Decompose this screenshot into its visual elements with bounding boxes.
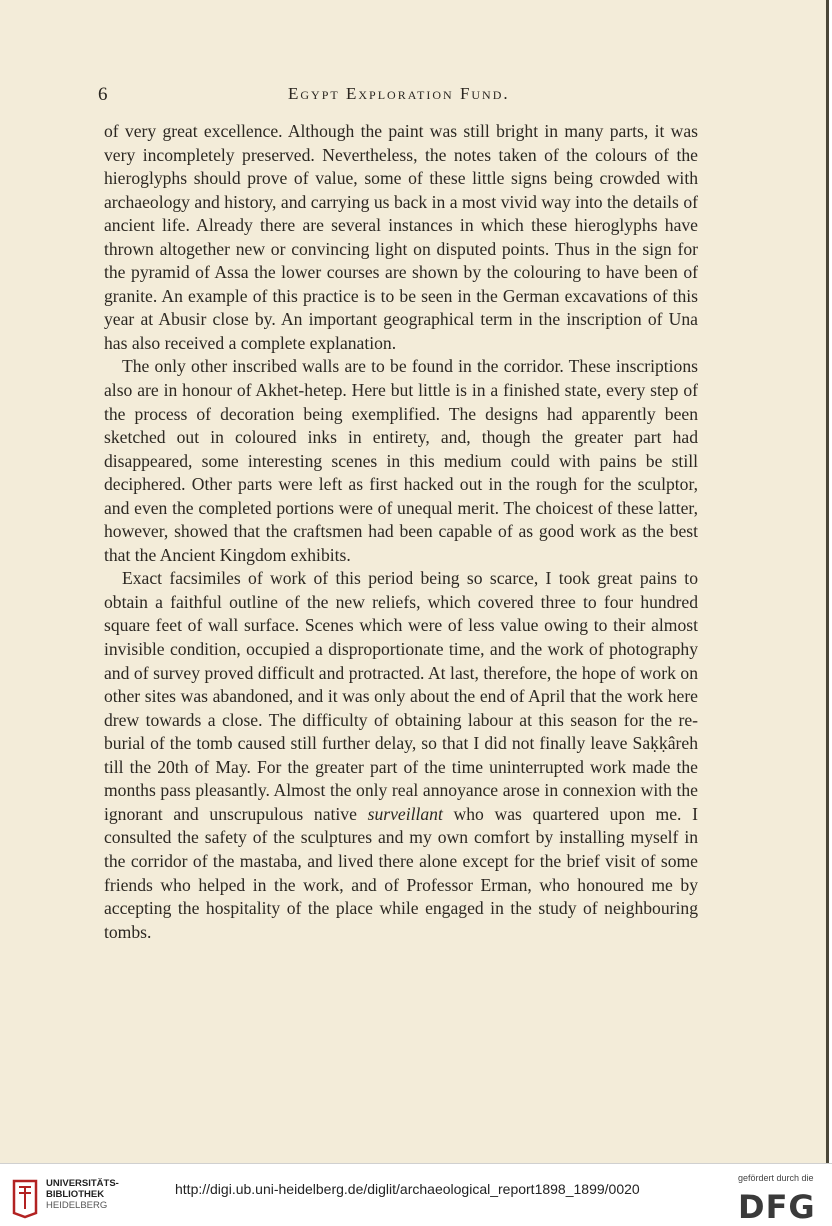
paragraph-2: The only other inscribed walls are to be found in the corridor. These inscriptions also are in honour of Akhet-hetep. Here but little is in a finished state, every step of the process of decoration being exemplified. The designs had apparently been sketched out in coloured inks in entirety, and, though the greater part had disappeared, some interesting scenes in this medium could with pains be still deciphered. Other parts were left as first hacked out in the rough for the sculptor, and even the completed portions were of unequal merit. The choicest of these latter, however, showed that the craftsmen had been capable of as good work as the best that the Ancient Kingdom exhibits. (104, 356, 698, 565)
page-number: 6 (98, 84, 108, 105)
dfg-logo-icon[interactable]: DFG (738, 1188, 816, 1226)
paragraph-3-end: who was quartered upon me. I consulted the safety of the sculptures and my own comfort by installing myself in the corridor of the mastaba, and lived there alone except for the brief visit of some friends who helped in the work, and of Professor Erman, who honoured me by accepting the hospitality of the place while engaged in the study of neighbouring tombs. (104, 803, 698, 942)
page-header (98, 84, 698, 110)
page-edge (826, 0, 829, 1163)
funded-by-label: gefördert durch die (738, 1173, 814, 1183)
paragraph-3-start: Exact facsimiles of work of this period being so scarce, I took great pains to obtain a faithful outline of the new reliefs, which covered three to four hundred square feet of wall surface. Scenes which were of less value owing to their almost invisible condition, occupied a disproportionate time, and the work of photography and of survey proved difficult and protracted. At last, therefore, the hope of work on other sites was abandoned, and it was only about the end of April that the work here drew towards a close. The difficulty of obtaining labour at this season for the re-burial of the tomb caused still further delay, so that I did not finally leave Saḳḳâreh till the 20th of May. For the greater part of the time uninterrupted work made the months pass pleasantly. Almost the only real annoyance arose in connexion with the ignorant and unscrupulous native (104, 568, 698, 824)
viewer-footer (0, 1163, 832, 1226)
permalink-url[interactable]: http://digi.ub.uni-heidelberg.de/diglit/archaeological_report1898_1899/0020 (175, 1181, 640, 1197)
university-name: UNIVERSITÄTS- BIBLIOTHEK HEIDELBERG (46, 1178, 119, 1211)
body-text (104, 120, 698, 944)
paragraph-3 (104, 567, 698, 944)
running-title: Egypt Exploration Fund. (288, 84, 510, 103)
italic-term: surveillant (367, 803, 443, 824)
paragraph-1: of very great excellence. Although the paint was still bright in many parts, it was very incompletely preserved. Nevertheless, the notes taken of the colours of the hieroglyphs should prove of value, some of these little signs being crowded with archaeology and history, and carrying us back in a most vivid way into the details of ancient life. Already there are several instances in which these hieroglyphs have thrown altogether new or convincing light on disputed points. Thus in the sign for the pyramid of Assa the lower courses are shown by the colouring to have been of granite. An example of this practice is to be seen in the German excavations of this year at Abusir close by. An important geographical term in the inscription of Una has also received a complete explanation. (104, 121, 698, 353)
university-logo-icon[interactable] (10, 1175, 40, 1219)
